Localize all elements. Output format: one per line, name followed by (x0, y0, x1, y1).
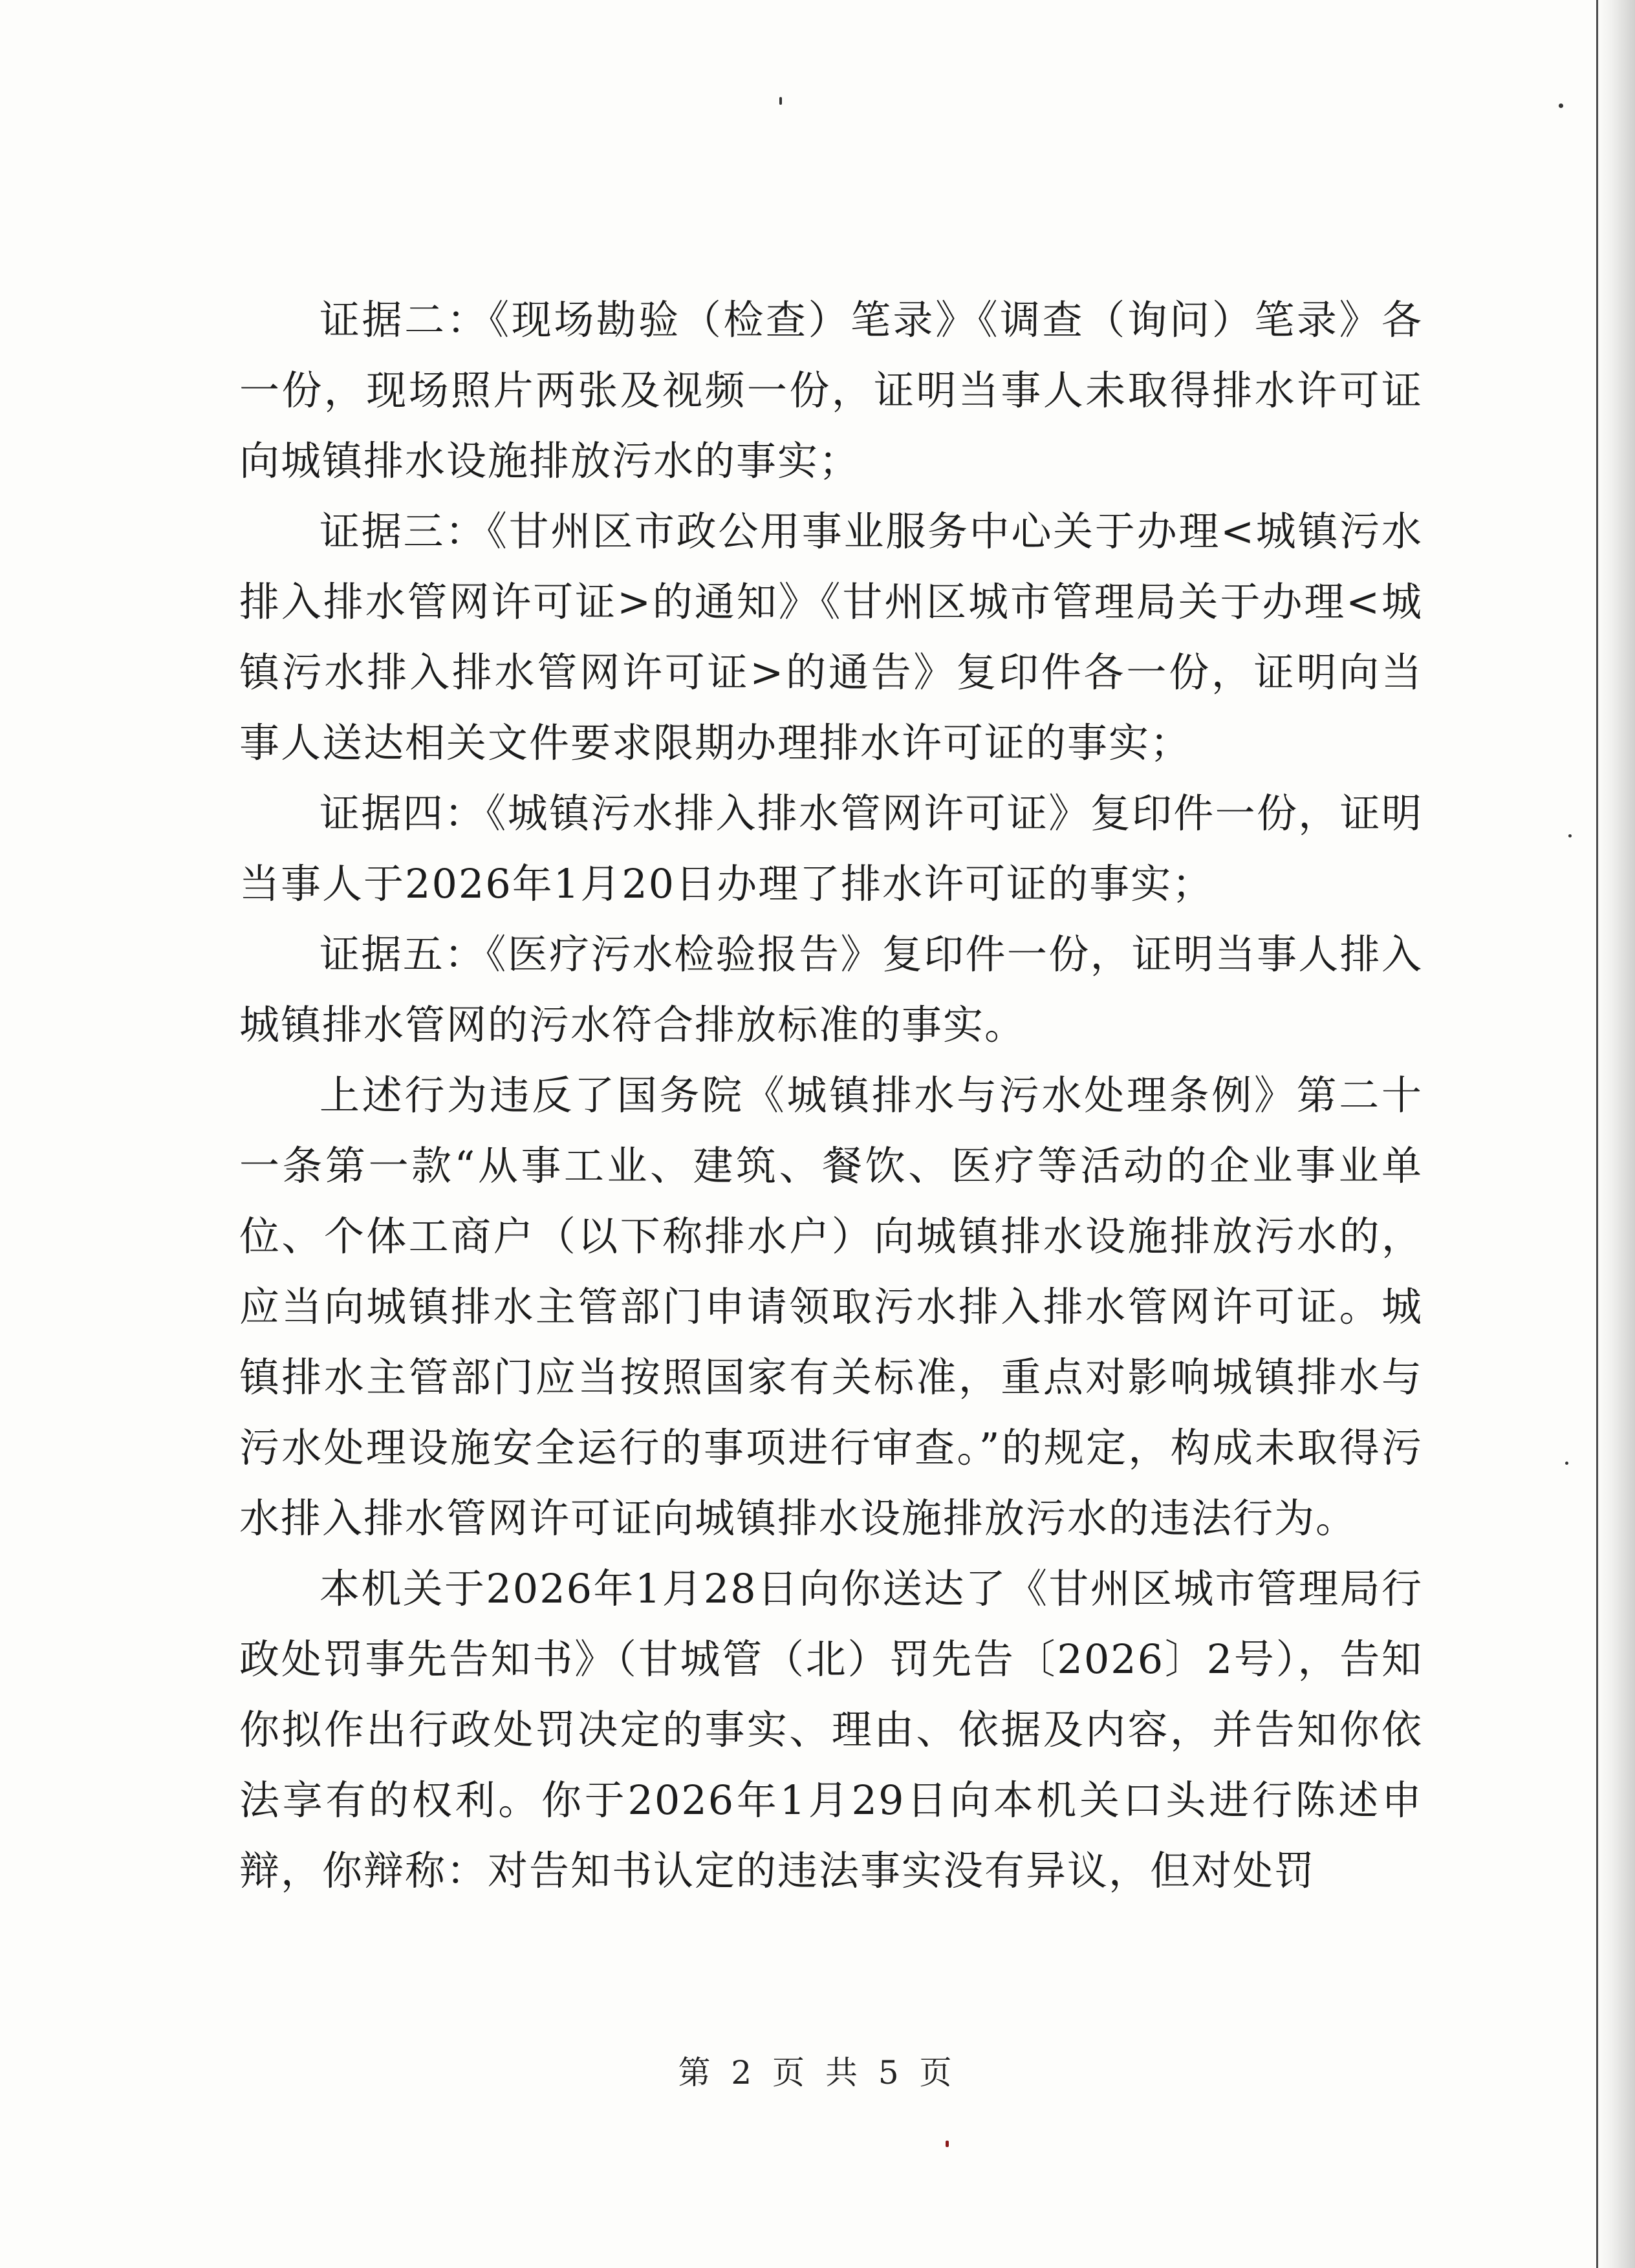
document-body (239, 285, 1423, 1906)
page-number-footer: 第 2 页 共 5 页 (678, 2054, 957, 2091)
scan-speck (1568, 834, 1572, 837)
paragraph-legal-basis: 上述行为违反了国务院《城镇排水与污水处理条例》第二十一条第一款“从事工业、建筑、餐饮、医疗等活动的企业事业单位、个体工商户（以下称排水户）向城镇排水设施排放污水的，应当向城镇排水主管部门申请领取污水排入排水管网许可证。城镇排水主管部门应当按照国家有关标准，重点对影响城镇排水与污水处理设施安全运行的事项进行审查。”的规定，构成未取得污水排入排水管网许可证向城镇排水设施排放污水的违法行为。 (239, 1072, 1423, 1542)
paragraph-evidence-3: 证据三：《甘州区市政公用事业服务中心关于办理<城镇污水排入排水管网许可证>的通知》《甘州区城市管理局关于办理<城镇污水排入排水管网许可证>的通告》复印件各一份，证明向当事人送达相关文件要求限期办理排水许可证的事实； (239, 508, 1423, 766)
scan-speck (1565, 1462, 1568, 1465)
scan-speck (946, 2141, 949, 2147)
scan-speck (779, 97, 782, 105)
paragraph-notice-delivery: 本机关于2026年1月28日向你送达了《甘州区城市管理局行政处罚事先告知书》（甘城管（北）罚先告〔2026〕2号），告知你拟作出行政处罚决定的事实、理由、依据及内容，并告知你依法享有的权利。你于2026年1月29日向本机关口头进行陈述申辩，你辩称：对告知书认定的违法事实没有异议，但对处罚 (239, 1565, 1423, 1894)
paragraph-evidence-2: 证据二：《现场勘验（检查）笔录》《调查（询问）笔录》各一份，现场照片两张及视频一份，证明当事人未取得排水许可证向城镇排水设施排放污水的事实； (239, 296, 1423, 484)
paragraph-evidence-5: 证据五：《医疗污水检验报告》复印件一份，证明当事人排入城镇排水管网的污水符合排放标准的事实。 (239, 931, 1423, 1048)
scan-edge-line (1596, 0, 1598, 2268)
scan-speck (1559, 103, 1563, 108)
paragraph-evidence-4: 证据四：《城镇污水排入排水管网许可证》复印件一份，证明当事人于2026年1月20日办理了排水许可证的事实； (239, 790, 1423, 907)
scan-edge-shadow (1596, 0, 1635, 2268)
